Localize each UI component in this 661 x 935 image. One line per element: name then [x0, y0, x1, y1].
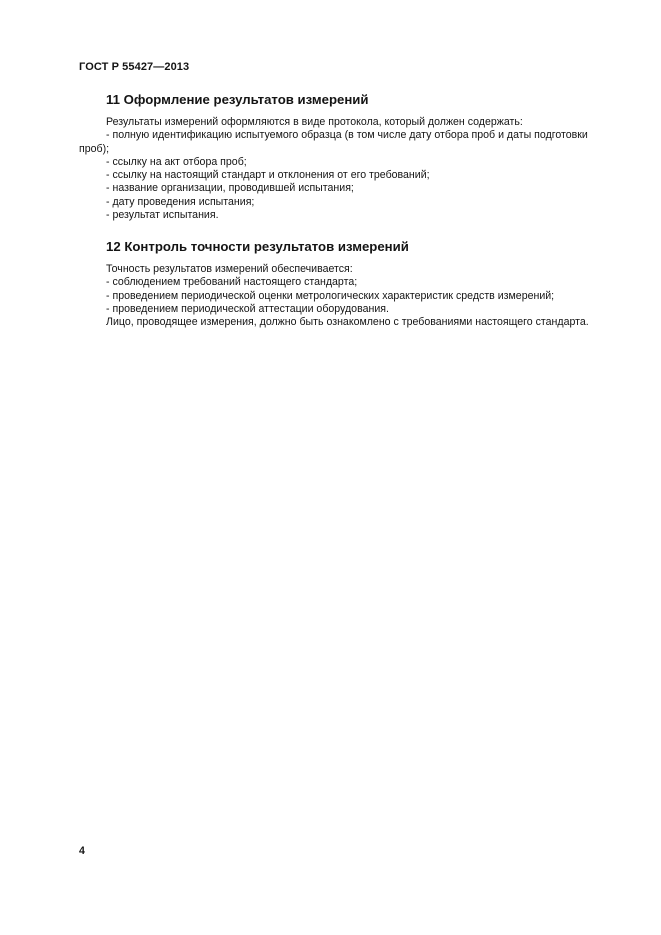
list-item: - ссылку на настоящий стандарт и отклонения от его требований;: [106, 169, 430, 182]
list-item: - полную идентификацию испытуемого образца (в том числе дату отбора проб и даты подготовки проб);: [79, 129, 588, 155]
section-11-title: 11 Оформление результатов измерений: [106, 92, 369, 107]
list-item: - результат испытания.: [106, 209, 219, 222]
list-item: - проведением периодической аттестации оборудования.: [106, 302, 389, 315]
list-item: - соблюдением требований настоящего стандарта;: [106, 276, 358, 289]
section-12: [79, 239, 619, 329]
document-header: ГОСТ Р 55427—2013: [79, 61, 190, 73]
list-item: - название организации, проводившей испытания;: [106, 182, 354, 195]
section-11-intro: Результаты измерений оформляются в виде протокола, который должен содержать:: [106, 116, 523, 128]
list-item: - ссылку на акт отбора проб;: [106, 155, 247, 168]
section-12-closing: Лицо, проводящее измерения, должно быть ознакомлено с требованиями настоящего стандарта.: [106, 316, 589, 329]
page-number: 4: [79, 845, 85, 857]
section-12-intro: Точность результатов измерений обеспечивается:: [106, 263, 353, 275]
list-item: - дату проведения испытания;: [106, 195, 255, 208]
section-12-title: 12 Контроль точности результатов измерений: [106, 239, 409, 254]
section-11: [79, 92, 619, 222]
list-item: - проведением периодической оценки метрологических характеристик средств измерений;: [106, 289, 555, 302]
